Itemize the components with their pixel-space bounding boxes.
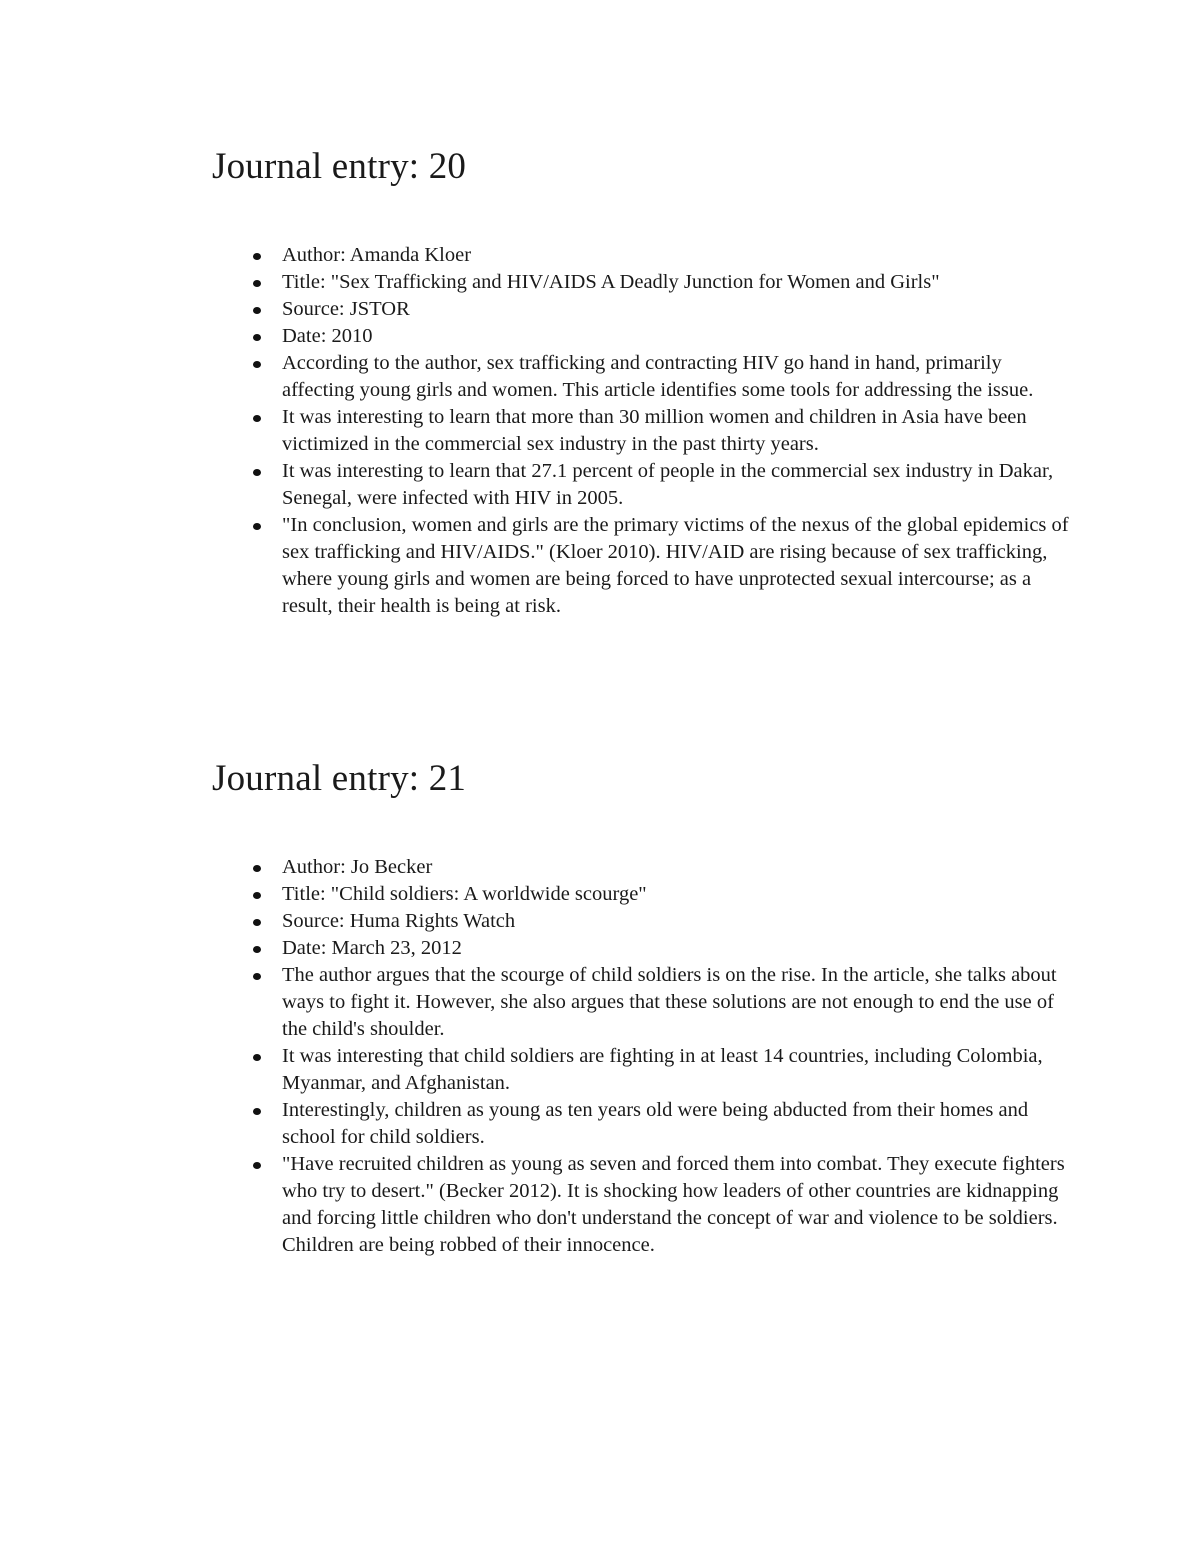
fact-item [212,1097,1072,1151]
bullet-icon [253,334,261,341]
item-text: Interestingly, children as young as ten years old were being abducted from their homes and school for child soldiers. [282,1099,1029,1148]
bullet-icon [253,415,261,422]
item-text: Title: "Child soldiers: A worldwide scourge" [282,883,647,905]
bullet-icon [253,280,261,287]
title-item [212,881,1072,908]
bullet-icon [253,865,261,872]
bullet-icon [253,1162,261,1169]
summary-item [212,962,1072,1043]
bullet-icon [253,523,261,530]
entry-bullet-list [212,854,1072,1259]
bullet-icon [253,361,261,368]
journal-entry-21 [212,754,1072,1256]
date-item [212,323,1072,350]
bullet-icon [253,469,261,476]
item-text: Source: Huma Rights Watch [282,910,516,932]
item-text: Date: 2010 [282,325,373,347]
journal-entry-20 [212,142,1072,617]
title-item [212,269,1072,296]
entry-heading: Journal entry: 20 [212,146,467,187]
item-text: "Have recruited children as young as seven and forced them into combat. They execute fighters who try to desert." (Becker 2012). It is shocking how leaders of other countries are kidnapping and forcing little children who don't understand the concept of war and violence to be soldiers. Children are being robbed of their innocence. [282,1153,1065,1256]
bullet-icon [253,973,261,980]
item-text: The author argues that the scourge of child soldiers is on the rise. In the article, she talks about ways to fight it. However, she also argues that these solutions are not enough to end the use of the child's shoulder. [282,964,1057,1040]
item-text: Author: Jo Becker [282,856,433,878]
item-text: Title: "Sex Trafficking and HIV/AIDS A Deadly Junction for Women and Girls" [282,271,940,293]
item-text: According to the author, sex trafficking and contracting HIV go hand in hand, primarily affecting young girls and women. This article identifies some tools for addressing the issue. [282,352,1034,401]
quote-item [212,1151,1072,1259]
quote-item [212,512,1072,620]
source-item [212,908,1072,935]
fact-item [212,458,1072,512]
item-text: Source: JSTOR [282,298,410,320]
item-text: It was interesting to learn that 27.1 percent of people in the commercial sex industry in Dakar, Senegal, were infected with HIV in 2005. [282,460,1054,509]
fact-item [212,1043,1072,1097]
source-item [212,296,1072,323]
item-text: It was interesting to learn that more than 30 million women and children in Asia have been victimized in the commercial sex industry in the past thirty years. [282,406,1027,455]
entry-heading: Journal entry: 21 [212,758,467,799]
bullet-icon [253,1054,261,1061]
bullet-icon [253,919,261,926]
item-text: Date: March 23, 2012 [282,937,462,959]
bullet-icon [253,946,261,953]
fact-item [212,404,1072,458]
summary-item [212,350,1072,404]
bullet-icon [253,307,261,314]
item-text: Author: Amanda Kloer [282,244,472,266]
bullet-icon [253,253,261,260]
bullet-icon [253,1108,261,1115]
author-item [212,854,1072,881]
item-text: It was interesting that child soldiers are fighting in at least 14 countries, including Colombia, Myanmar, and Afghanistan. [282,1045,1043,1094]
date-item [212,935,1072,962]
entry-bullet-list [212,242,1072,620]
item-text: "In conclusion, women and girls are the primary victims of the nexus of the global epidemics of sex trafficking and HIV/AIDS." (Kloer 2010). HIV/AID are rising because of sex trafficking, where young girls and women are being forced to have unprotected sexual intercourse; as a result, their health is being at risk. [282,514,1069,617]
bullet-icon [253,892,261,899]
author-item [212,242,1072,269]
